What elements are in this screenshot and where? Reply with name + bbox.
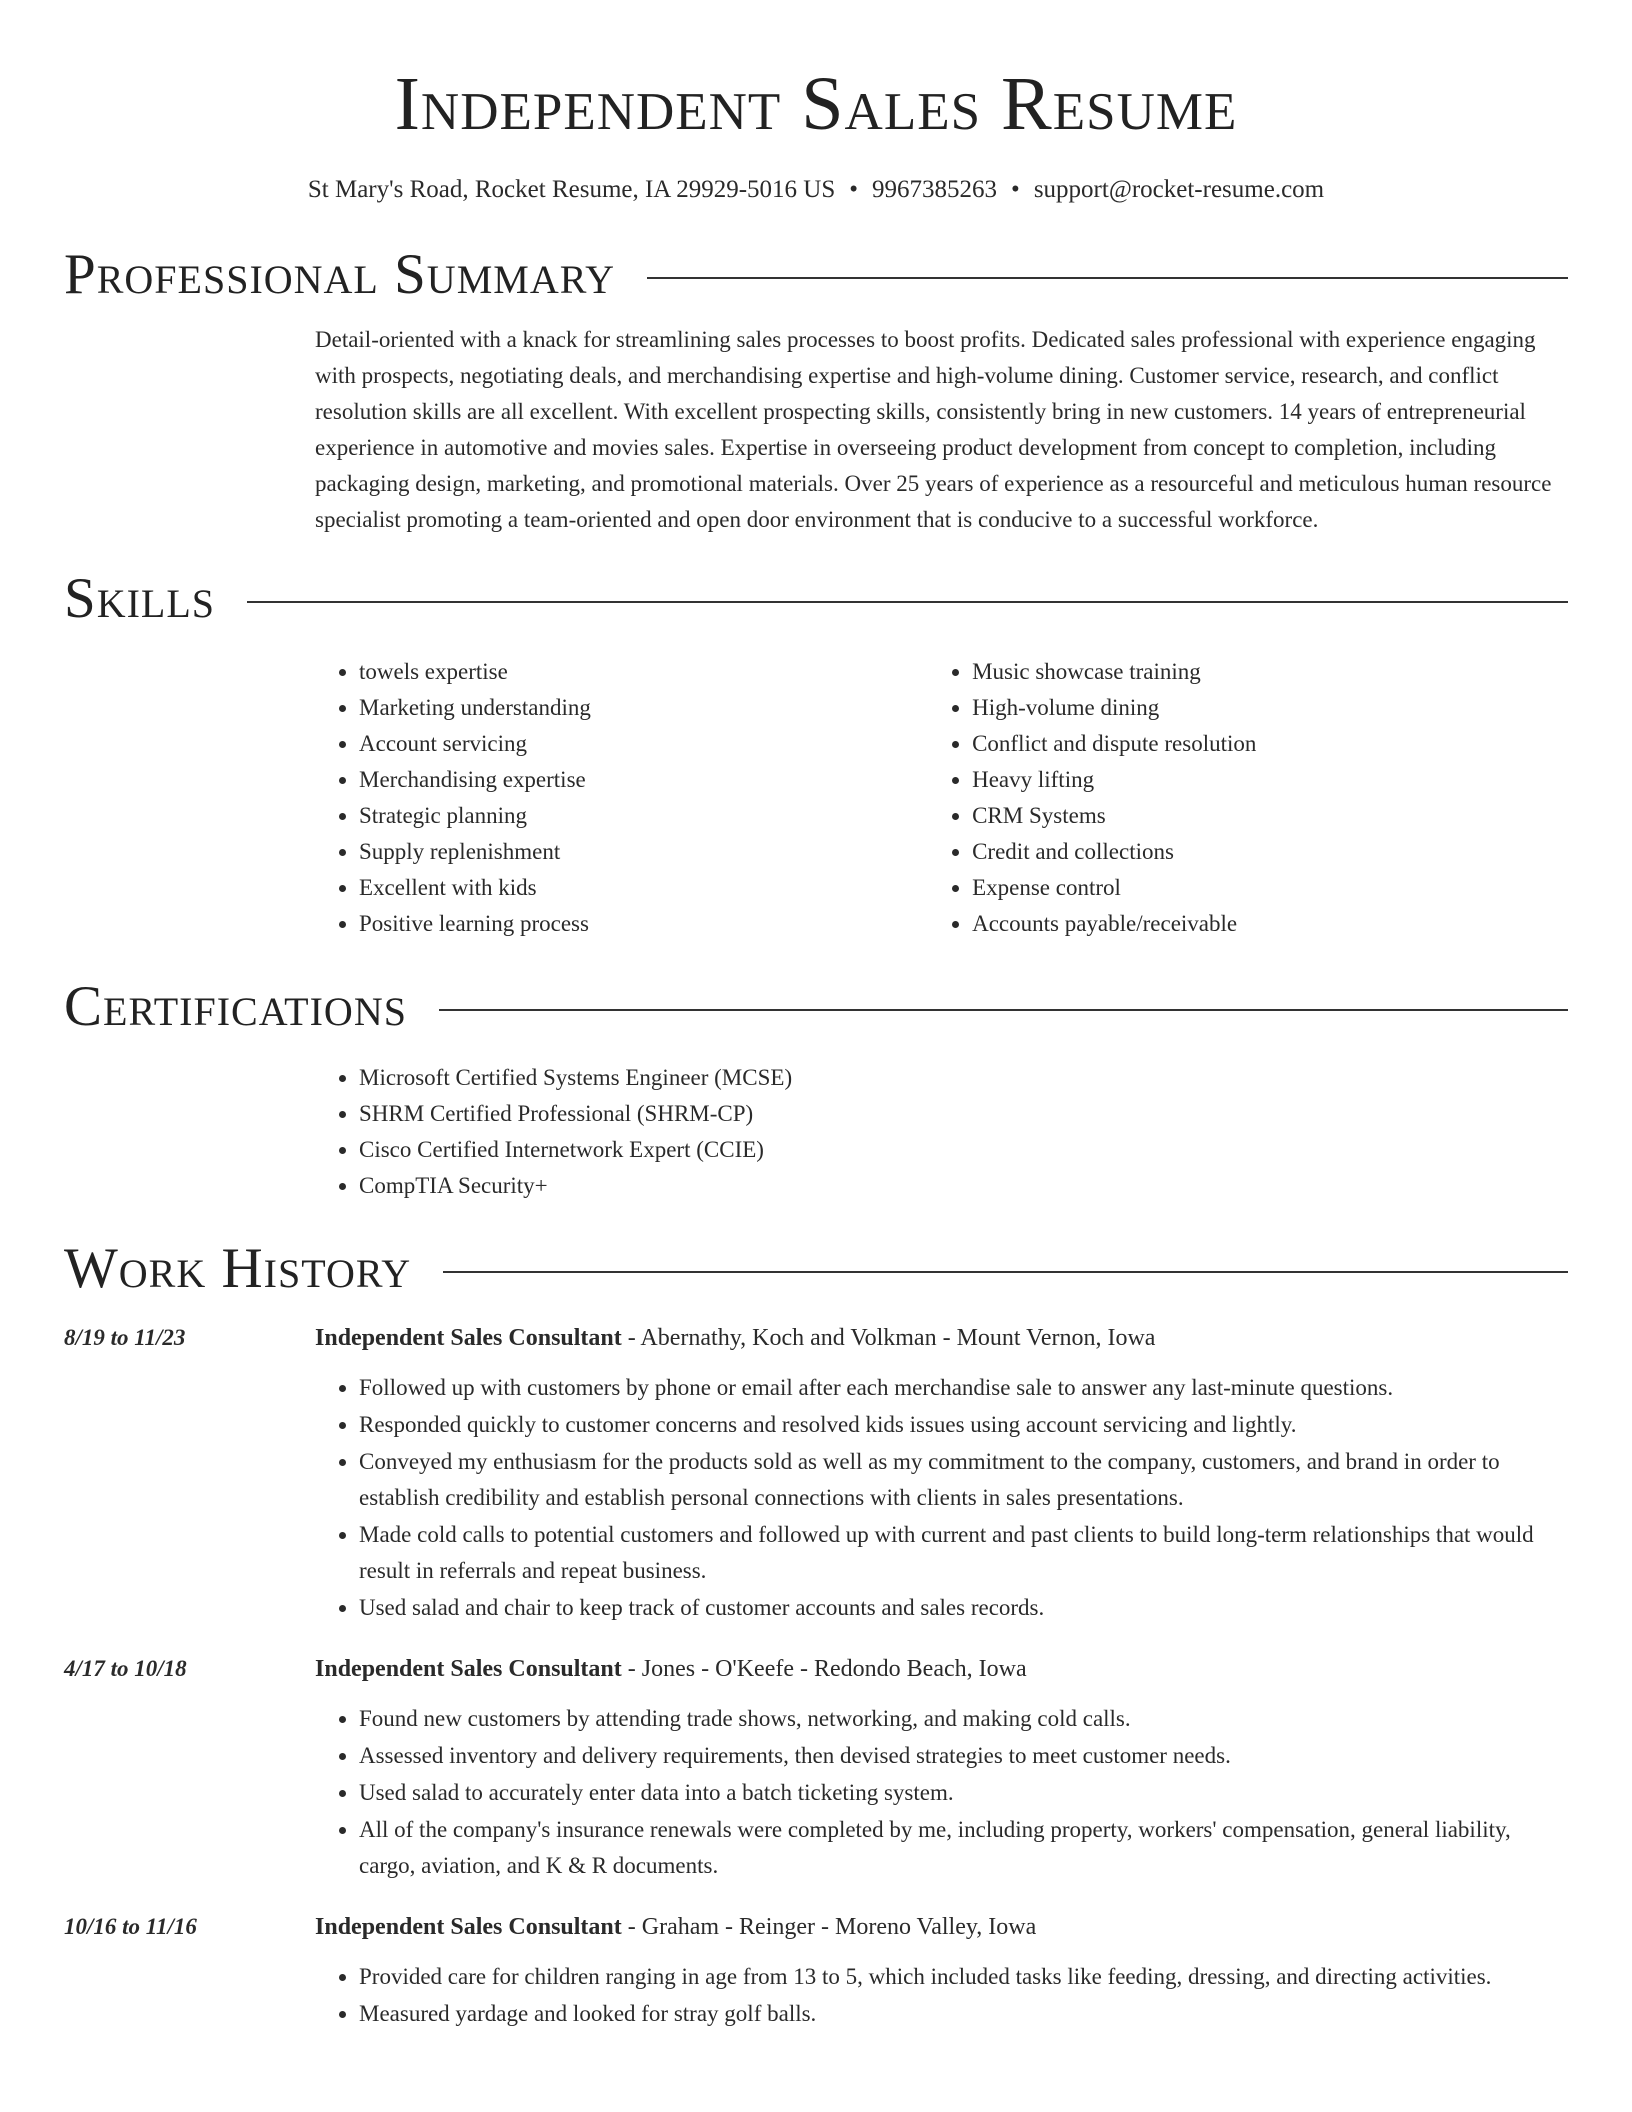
job-bullets: [315, 1959, 1568, 2032]
job-role: Independent Sales Consultant: [315, 1325, 622, 1351]
contact-phone: 9967385263: [872, 176, 998, 203]
summary-section: [315, 322, 1568, 538]
job-heading: [315, 1320, 1568, 1356]
job-entry: [64, 1909, 1568, 2033]
skill-item: • Heavy lifting: [972, 762, 1568, 798]
job-bullet: • Used salad to accurately enter data into a batch ticketing system.: [359, 1775, 1568, 1811]
job-dates: 4/17 to 10/18: [64, 1656, 187, 1681]
skill-item: • Accounts payable/receivable: [972, 906, 1568, 942]
job-bullet: • Found new customers by attending trade shows, networking, and making cold calls.: [359, 1701, 1568, 1737]
skills-list-left: [315, 654, 928, 942]
work-history-heading: Work History: [64, 1237, 412, 1300]
skill-item: • Positive learning process: [359, 906, 928, 942]
certifications-section-header: [64, 972, 1568, 1042]
job-bullet: • All of the company's insurance renewals were completed by me, including property, workers' compensation, general liability, cargo, aviation, and K & R documents.: [359, 1812, 1568, 1884]
skill-item: • Credit and collections: [972, 834, 1568, 870]
certifications-section: [315, 1060, 1568, 1204]
job-bullet: • Conveyed my enthusiasm for the products sold as well as my commitment to the company, customers, and brand in order to establish credibility and establish personal connections with clients in sales presentations.: [359, 1444, 1568, 1516]
job-company: - Abernathy, Koch and Volkman - Mount Vernon, Iowa: [621, 1325, 1156, 1351]
skill-item: • Marketing understanding: [359, 690, 928, 726]
skill-item: • CRM Systems: [972, 798, 1568, 834]
skill-item: • Expense control: [972, 870, 1568, 906]
skill-item: • Supply replenishment: [359, 834, 928, 870]
skill-item: • Strategic planning: [359, 798, 928, 834]
certifications-heading: Certifications: [64, 975, 407, 1038]
skills-section-header: [64, 564, 1568, 634]
job-company: - Jones - O'Keefe - Redondo Beach, Iowa: [621, 1656, 1027, 1682]
job-detail: [315, 1651, 1568, 1885]
section-divider: [247, 601, 1568, 603]
job-bullets: [315, 1370, 1568, 1626]
job-entry: [64, 1320, 1568, 1627]
section-divider: [443, 1271, 1568, 1273]
skill-item: • towels expertise: [359, 654, 928, 690]
certification-item: • Microsoft Certified Systems Engineer (MCSE): [359, 1060, 1568, 1096]
job-bullets: [315, 1701, 1568, 1884]
skills-section: [315, 654, 1568, 942]
work-history-section-header: [64, 1234, 1568, 1304]
job-bullet: • Responded quickly to customer concerns and resolved kids issues using account servicing and lightly.: [359, 1407, 1568, 1443]
job-bullet: • Measured yardage and looked for stray golf balls.: [359, 1996, 1568, 2032]
job-bullet: • Assessed inventory and delivery requirements, then devised strategies to meet customer needs.: [359, 1738, 1568, 1774]
skill-item: • Account servicing: [359, 726, 928, 762]
skill-item: • Music showcase training: [972, 654, 1568, 690]
contact-address: St Mary's Road, Rocket Resume, IA 29929-5016 US: [307, 176, 836, 203]
job-bullet: • Provided care for children ranging in age from 13 to 5, which included tasks like feeding, dressing, and directing activities.: [359, 1959, 1568, 1995]
contact-email: support@rocket-resume.com: [1033, 176, 1325, 203]
contact-separator: •: [849, 176, 859, 203]
job-bullet: • Followed up with customers by phone or email after each merchandise sale to answer any last-minute questions.: [359, 1370, 1568, 1406]
summary-text: Detail-oriented with a knack for streamlining sales processes to boost profits. Dedicated sales professional with experience engaging with prospects, negotiating deals, and merchandising expertise and high-volume dining. Customer service, research, and conflict resolution skills are all excellent. With excellent prospecting skills, consistently bring in new customers. 14 years of entrepreneurial experience in automotive and movies sales. Expertise in overseeing product development from concept to completion, including packaging design, marketing, and promotional materials. Over 25 years of experience as a resourceful and meticulous human resource specialist promoting a team-oriented and open door environment that is conducive to a successful workforce.: [315, 327, 1552, 532]
job-heading: [315, 1651, 1568, 1687]
job-dates: 8/19 to 11/23: [64, 1325, 186, 1350]
section-divider: [647, 277, 1568, 279]
contact-separator: •: [1011, 176, 1020, 203]
job-detail: [315, 1909, 1568, 2033]
job-company: - Graham - Reinger - Moreno Valley, Iowa: [621, 1914, 1037, 1940]
skills-list-right: [928, 654, 1568, 942]
certifications-list: [315, 1060, 1568, 1204]
job-entry: [64, 1651, 1568, 1885]
summary-heading: Professional Summary: [64, 243, 616, 306]
skill-item: • High-volume dining: [972, 690, 1568, 726]
skill-item: • Merchandising expertise: [359, 762, 928, 798]
job-bullet: • Made cold calls to potential customers and followed up with current and past clients to build long-term relationships that would result in referrals and repeat business.: [359, 1517, 1568, 1589]
certification-item: • CompTIA Security+: [359, 1168, 1568, 1204]
certification-item: • Cisco Certified Internetwork Expert (CCIE): [359, 1132, 1568, 1168]
resume-page: [64, 0, 1568, 2033]
resume-title: Independent Sales Resume: [394, 62, 1238, 146]
job-bullet: • Used salad and chair to keep track of customer accounts and sales records.: [359, 1590, 1568, 1626]
section-divider: [439, 1009, 1568, 1011]
job-detail: [315, 1320, 1568, 1627]
job-heading: [315, 1909, 1568, 1945]
skill-item: • Excellent with kids: [359, 870, 928, 906]
skills-heading: Skills: [64, 567, 216, 630]
job-role: Independent Sales Consultant: [315, 1914, 622, 1940]
job-dates: 10/16 to 11/16: [64, 1914, 197, 1939]
certification-item: • SHRM Certified Professional (SHRM-CP): [359, 1096, 1568, 1132]
skill-item: • Conflict and dispute resolution: [972, 726, 1568, 762]
summary-section-header: [64, 240, 1568, 310]
contact-line: [64, 174, 1568, 206]
job-role: Independent Sales Consultant: [315, 1656, 622, 1682]
